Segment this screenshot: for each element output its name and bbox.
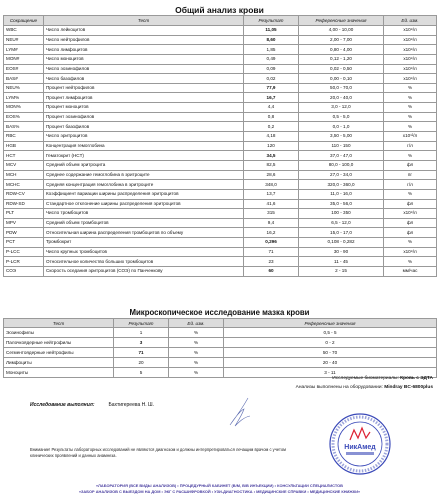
equipment-label: Анализы выполнены на оборудовании:	[295, 385, 383, 390]
table-row	[4, 218, 437, 228]
cbc-unit: x10⁹/л	[384, 74, 437, 84]
cbc-test-name: Средняя концентрация гемоглобина в эритроците	[44, 180, 244, 190]
cbc-reference: 11 - 45	[299, 257, 384, 267]
table-row	[4, 328, 437, 338]
cbc-test-name: Концентрация гемоглобина	[44, 141, 244, 151]
cbc-abbreviation: RDW-CV	[4, 189, 44, 199]
table-row	[4, 54, 437, 64]
biomaterial-label: Исследуемые биоматериалы:	[332, 376, 399, 381]
micro-table	[3, 318, 437, 378]
cbc-unit: x10⁹/л	[384, 35, 437, 45]
cbc-abbreviation: RBC	[4, 132, 44, 142]
cbc-result: 71	[244, 247, 299, 257]
cbc-table-body	[4, 26, 437, 277]
cbc-unit: %	[384, 103, 437, 113]
cbc-result: 60	[244, 267, 299, 277]
cbc-reference: 35,0 - 56,0	[299, 199, 384, 209]
cbc-unit: фл	[384, 218, 437, 228]
cbc-test-name: Число моноцитов	[44, 54, 244, 64]
cbc-unit: %	[384, 151, 437, 161]
cbc-test-name: Средний объем тромбоцитов	[44, 218, 244, 228]
cbc-unit: %	[384, 257, 437, 267]
cbc-abbreviation: MON%	[4, 103, 44, 113]
cbc-abbreviation: MON#	[4, 54, 44, 64]
cbc-reference: 0,5 - 5,0	[299, 112, 384, 122]
cbc-result: 23	[244, 257, 299, 267]
micro-reference: 50 - 70	[224, 348, 437, 358]
cbc-reference: 27,0 - 34,0	[299, 170, 384, 180]
footer-line-1: «ЛАБОРАТОРИЯ (ВСЕ ВИДЫ АНАЛИЗОВ) • ПРОЦЕДУРНЫЙ КАБИНЕТ (В/М, В/В ИНЪЕКЦИИ) • КОНСУЛЬТАЦИИ СПЕЦИАЛИСТОВ	[96, 483, 343, 488]
page-title: Общий анализ крови	[175, 5, 264, 15]
cbc-unit: x10⁹/л	[384, 64, 437, 74]
cbc-abbreviation: P-LCR	[4, 257, 44, 267]
cbc-table	[3, 15, 437, 277]
micro-result: 71	[114, 348, 169, 358]
micro-test-name: Моноциты	[4, 368, 114, 378]
cbc-abbreviation: HGB	[4, 141, 44, 151]
cbc-test-name: Тромбокрит	[44, 238, 244, 248]
table-row	[4, 348, 437, 358]
cbc-test-name: Число тромбоцитов	[44, 209, 244, 219]
cbc-result: 348,0	[244, 180, 299, 190]
cbc-result: 1,85	[244, 45, 299, 55]
cbc-abbreviation: P-LCC	[4, 247, 44, 257]
cbc-abbreviation: MCHC	[4, 180, 44, 190]
table-row	[4, 160, 437, 170]
micro-unit: %	[169, 328, 224, 338]
cbc-test-name: Процент базофилов	[44, 122, 244, 132]
cbc-reference: 2,00 - 7,00	[299, 35, 384, 45]
cbc-result: 0,02	[244, 74, 299, 84]
micro-result: 3	[114, 338, 169, 348]
table-row	[4, 189, 437, 199]
cbc-column-header: Результат	[244, 16, 299, 26]
cbc-test-name: Процент нейтрофилов	[44, 83, 244, 93]
table-row	[4, 180, 437, 190]
cbc-unit: x10¹²/л	[384, 132, 437, 142]
cbc-test-name: Процент моноцитов	[44, 103, 244, 113]
table-row	[4, 74, 437, 84]
cbc-reference: 0,00 - 0,10	[299, 74, 384, 84]
cbc-unit: г/л	[384, 180, 437, 190]
cbc-unit: %	[384, 189, 437, 199]
table-row	[4, 247, 437, 257]
equipment-info	[296, 385, 433, 390]
cbc-test-name: Стандартное отклонение ширины распределения эритроцитов	[44, 199, 244, 209]
cbc-test-name: Относительная ширина распределения тромбоцитов по объему	[44, 228, 244, 238]
clinic-stamp-icon	[328, 412, 392, 476]
footer-line-2: «ЗАБОР АНАЛИЗОВ С ВЫЕЗДОМ НА ДОМ • ЭКГ С РАСШИФРОВКОЙ • УЗИ-ДИАГНОСТИКА • МЕДИЦИНСКИЕ СПРАВКИ • МЕДИЦИНСКИЕ КНИЖКИ»	[78, 488, 361, 494]
cbc-unit: %	[384, 83, 437, 93]
table-row	[4, 338, 437, 348]
cbc-test-name: Число эозинофилов	[44, 64, 244, 74]
micro-title: Микроскопическое исследование мазка крови	[129, 308, 310, 317]
cbc-result: 9,4	[244, 218, 299, 228]
cbc-test-name: Число лимфоцитов	[44, 45, 244, 55]
table-row	[4, 358, 437, 368]
cbc-abbreviation: BAS%	[4, 122, 44, 132]
cbc-test-name: Среднее содержание гемоглобина в эритроците	[44, 170, 244, 180]
table-row	[4, 35, 437, 45]
cbc-unit: x10⁹/л	[384, 209, 437, 219]
biomaterial-info	[332, 376, 433, 381]
performer-label: Исследование выполнил:	[30, 402, 95, 408]
cbc-result: 4,4	[244, 103, 299, 113]
stamp-text: НикАмед	[344, 444, 376, 451]
cbc-reference: 0,80 - 4,00	[299, 45, 384, 55]
table-row	[4, 170, 437, 180]
cbc-test-name: Скорость оседания эритроцитов (СОЭ) по Панченкову	[44, 267, 244, 277]
cbc-test-name: Гематокрит (HCT)	[44, 151, 244, 161]
cbc-reference: 0,108 - 0,282	[299, 238, 384, 248]
cbc-abbreviation: LYM%	[4, 93, 44, 103]
cbc-result: 77,9	[244, 83, 299, 93]
cbc-unit: x10⁹/л	[384, 54, 437, 64]
cbc-result: 0,8	[244, 112, 299, 122]
micro-column-header: Результат	[114, 319, 169, 328]
cbc-abbreviation: RDW-SD	[4, 199, 44, 209]
table-row	[4, 112, 437, 122]
cbc-abbreviation: NEU%	[4, 83, 44, 93]
cbc-test-name: Процент эозинофилов	[44, 112, 244, 122]
cbc-reference: 3,50 - 5,00	[299, 132, 384, 142]
cbc-unit: фл	[384, 199, 437, 209]
table-row	[4, 238, 437, 248]
cbc-result: 0,09	[244, 64, 299, 74]
cbc-abbreviation: MPV	[4, 218, 44, 228]
cbc-test-name: Число базофилов	[44, 74, 244, 84]
cbc-abbreviation: EOS%	[4, 112, 44, 122]
cbc-unit: %	[384, 122, 437, 132]
table-row	[4, 103, 437, 113]
micro-column-header: Ед. изм.	[169, 319, 224, 328]
cbc-test-name: Число крупных тромбоцитов	[44, 247, 244, 257]
cbc-abbreviation: HCT	[4, 151, 44, 161]
table-row	[4, 209, 437, 219]
micro-table-header	[4, 319, 437, 328]
disclaimer-note: Внимание! Результаты лабораторных исследований не являются диагнозом и должны интерпретироваться лечащим врачом с учетом клинических проявлений и данных анамнеза.	[30, 447, 286, 458]
equipment-value: Mindray BC-6800plus	[384, 385, 433, 390]
micro-unit: %	[169, 348, 224, 358]
table-row	[4, 228, 437, 238]
micro-table-body	[4, 328, 437, 378]
cbc-reference: 11,0 - 16,0	[299, 189, 384, 199]
cbc-table-header	[4, 16, 437, 26]
performer-info	[30, 402, 154, 408]
micro-result: 1	[114, 328, 169, 338]
cbc-reference: 100 - 350	[299, 209, 384, 219]
cbc-result: 0,2	[244, 122, 299, 132]
cbc-column-header: Ед. изм.	[384, 16, 437, 26]
cbc-reference: 0,02 - 0,50	[299, 64, 384, 74]
cbc-test-name: Средний объем эритроцита	[44, 160, 244, 170]
cbc-reference: 320,0 - 360,0	[299, 180, 384, 190]
table-row	[4, 267, 437, 277]
cbc-reference: 3,0 - 12,0	[299, 103, 384, 113]
table-row	[4, 122, 437, 132]
cbc-result: 41,6	[244, 199, 299, 209]
micro-test-name: Сегментоядерные нейтрофилы	[4, 348, 114, 358]
signature-image	[210, 395, 270, 430]
micro-result: 20	[114, 358, 169, 368]
cbc-reference: 50,0 - 70,0	[299, 83, 384, 93]
cbc-abbreviation: PLT	[4, 209, 44, 219]
table-row	[4, 93, 437, 103]
table-row	[4, 26, 437, 36]
cbc-result: 0,296	[244, 238, 299, 248]
cbc-unit: %	[384, 93, 437, 103]
cbc-test-name: Коэффициент вариации ширины распределения эритроцитов	[44, 189, 244, 199]
cbc-unit: %	[384, 238, 437, 248]
cbc-reference: 110 - 150	[299, 141, 384, 151]
table-row	[4, 132, 437, 142]
cbc-reference: 4,00 - 10,00	[299, 26, 384, 36]
micro-column-header: Референсные значения	[224, 319, 437, 328]
cbc-result: 120	[244, 141, 299, 151]
table-row	[4, 45, 437, 55]
cbc-abbreviation: EOS#	[4, 64, 44, 74]
table-row	[4, 151, 437, 161]
cbc-abbreviation: NEU#	[4, 35, 44, 45]
footer	[0, 483, 439, 494]
micro-test-name: Лимфоциты	[4, 358, 114, 368]
micro-unit: %	[169, 368, 224, 378]
cbc-unit: x10⁹/л	[384, 26, 437, 36]
cbc-reference: 0,12 - 1,20	[299, 54, 384, 64]
micro-unit: %	[169, 358, 224, 368]
cbc-abbreviation: LYM#	[4, 45, 44, 55]
cbc-test-name: Число лейкоцитов	[44, 26, 244, 36]
cbc-column-header: Сокращение	[4, 16, 44, 26]
cbc-abbreviation: MCV	[4, 160, 44, 170]
cbc-reference: 37,0 - 47,0	[299, 151, 384, 161]
micro-test-name: Эозинофилы	[4, 328, 114, 338]
cbc-result: 13,7	[244, 189, 299, 199]
cbc-test-name: Процент лимфоцитов	[44, 93, 244, 103]
micro-reference: 20 - 40	[224, 358, 437, 368]
micro-test-name: Палочкоядерные нейтрофилы	[4, 338, 114, 348]
cbc-abbreviation: BAS#	[4, 74, 44, 84]
micro-column-header: Тест	[4, 319, 114, 328]
cbc-result: 16,2	[244, 228, 299, 238]
biomaterial-value: Кровь с ЭДТА	[400, 376, 433, 381]
cbc-abbreviation: PDW	[4, 228, 44, 238]
cbc-unit: пг	[384, 170, 437, 180]
cbc-unit: x10⁹/л	[384, 45, 437, 55]
cbc-result: 8,60	[244, 35, 299, 45]
cbc-column-header: Тест	[44, 16, 244, 26]
cbc-abbreviation: WBC	[4, 26, 44, 36]
cbc-result: 11,05	[244, 26, 299, 36]
micro-reference: 0 - 2	[224, 338, 437, 348]
cbc-unit: г/л	[384, 141, 437, 151]
cbc-unit: фл	[384, 160, 437, 170]
cbc-result: 34,5	[244, 151, 299, 161]
cbc-result: 315	[244, 209, 299, 219]
table-row	[4, 64, 437, 74]
cbc-reference: 6,5 - 12,0	[299, 218, 384, 228]
micro-reference: 3 - 11	[224, 368, 437, 378]
micro-unit: %	[169, 338, 224, 348]
cbc-abbreviation: MCH	[4, 170, 44, 180]
cbc-result: 4,18	[244, 132, 299, 142]
cbc-reference: 2 - 15	[299, 267, 384, 277]
cbc-reference: 20,0 - 40,0	[299, 93, 384, 103]
cbc-reference: 0,0 - 1,0	[299, 122, 384, 132]
cbc-abbreviation: СОЭ	[4, 267, 44, 277]
table-row	[4, 83, 437, 93]
cbc-unit: фл	[384, 228, 437, 238]
table-row	[4, 199, 437, 209]
cbc-test-name: Число эритроцитов	[44, 132, 244, 142]
cbc-result: 28,6	[244, 170, 299, 180]
cbc-abbreviation: PCT	[4, 238, 44, 248]
cbc-column-header: Референсные значения	[299, 16, 384, 26]
cbc-reference: 80,0 - 100,0	[299, 160, 384, 170]
cbc-result: 16,7	[244, 93, 299, 103]
performer-name: Бахтигереева Н. Ш.	[108, 402, 154, 408]
cbc-result: 82,5	[244, 160, 299, 170]
cbc-unit: x10⁹/л	[384, 247, 437, 257]
micro-result: 5	[114, 368, 169, 378]
cbc-reference: 30 - 90	[299, 247, 384, 257]
cbc-unit: мм/час	[384, 267, 437, 277]
cbc-test-name: Число нейтрофилов	[44, 35, 244, 45]
cbc-reference: 15,0 - 17,0	[299, 228, 384, 238]
table-row	[4, 257, 437, 267]
cbc-unit: %	[384, 112, 437, 122]
micro-reference: 0,5 - 5	[224, 328, 437, 338]
cbc-test-name: Относительное количество больших тромбоцитов	[44, 257, 244, 267]
table-row	[4, 141, 437, 151]
cbc-result: 0,49	[244, 54, 299, 64]
